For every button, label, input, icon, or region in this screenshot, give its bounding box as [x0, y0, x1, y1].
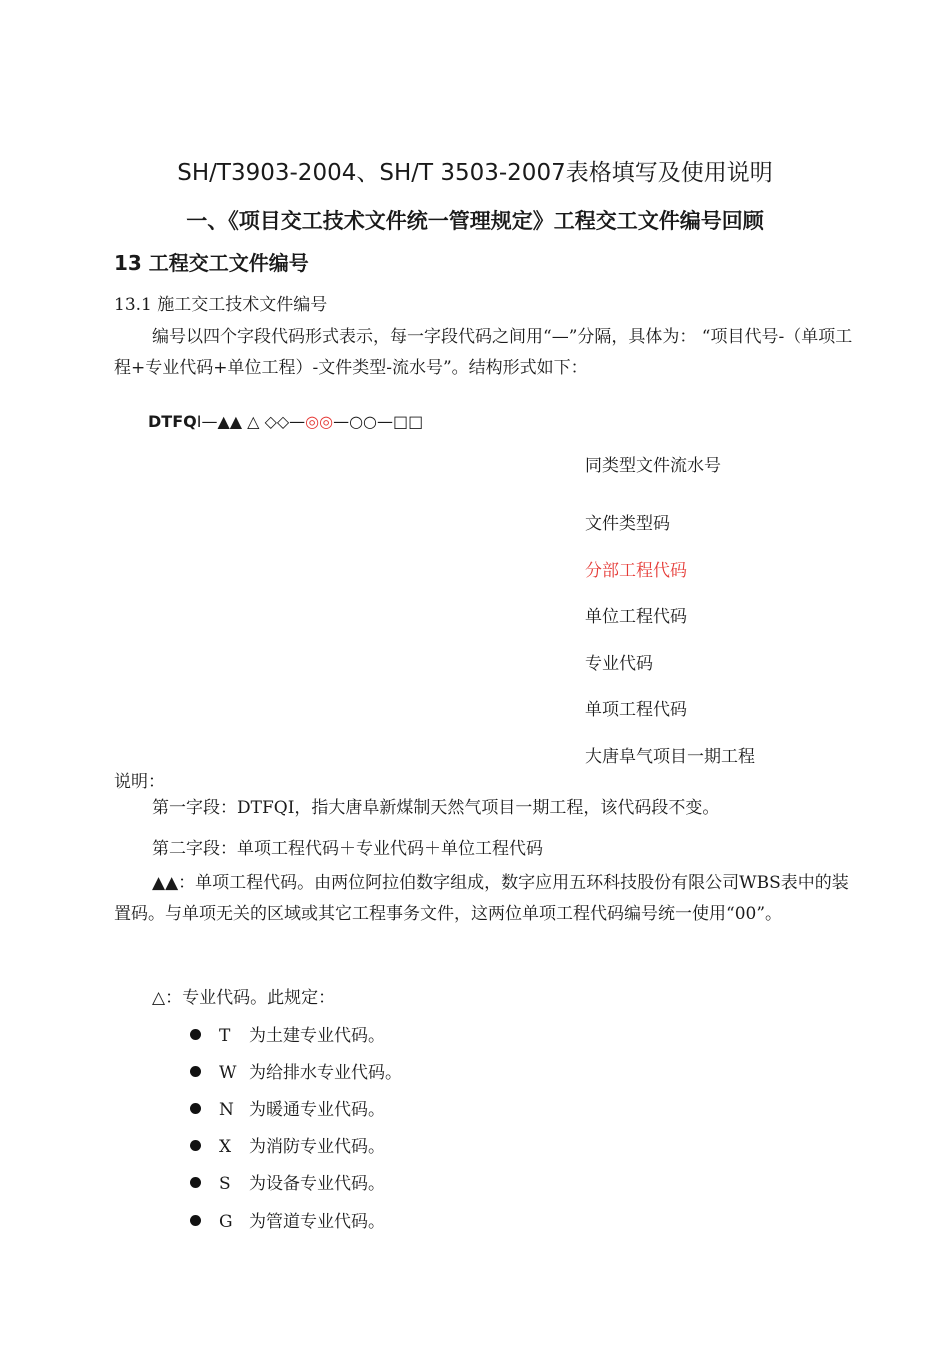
label-discipline: 专业代码: [585, 654, 653, 674]
label-single-item: 单项工程代码: [585, 700, 687, 720]
bullet-icon: [190, 1215, 201, 1226]
intro-paragraph: 编号以四个字段代码形式表示，每一字段代码之间用“—”分隔，具体为： “项目代号-（单项工程+专业代码+单位工程）-文件类型-流水号”。结构形式如下：: [114, 327, 853, 378]
clause-heading: 13.1 施工交工技术文件编号: [114, 295, 328, 315]
label-subdivision: 分部工程代码: [585, 561, 687, 581]
bullet-icon: [190, 1177, 201, 1188]
explain-label: 说明：: [114, 772, 165, 792]
bullet-icon: [190, 1140, 201, 1151]
field1-text: 第一字段：DTFQⅠ，指大唐阜新煤制天然气项目一期工程，该代码段不变。: [152, 798, 720, 818]
label-file-type: 文件类型码: [585, 514, 670, 534]
list-item: N 为暖通专业代码。: [190, 1095, 385, 1120]
bullet-icon: [190, 1066, 201, 1077]
section-heading: 一、《项目交工技术文件统一管理规定》工程交工文件编号回顾: [186, 209, 764, 233]
code-dash: —: [377, 412, 394, 431]
label-project: 大唐阜气项目一期工程: [585, 747, 755, 767]
list-item: G 为管道专业代码。: [190, 1207, 385, 1232]
single-item-description: ▲▲：单项工程代码。由两位阿拉伯数字组成，数字应用五环科技股份有限公司WBS表中的装置码。与单项无关的区域或其它工程事务文件，这两位单项工程代码编号统一使用“00”。: [114, 873, 849, 924]
code-dash: —: [333, 412, 350, 431]
subsection-heading: 13 工程交工文件编号: [114, 251, 309, 275]
field2-text: 第二字段：单项工程代码＋专业代码＋单位工程代码: [152, 839, 543, 859]
bullet-icon: [190, 1103, 201, 1114]
connector-diagram: [0, 0, 950, 360]
code-dash: —: [201, 412, 218, 431]
list-item: T 为土建专业代码。: [190, 1021, 385, 1046]
code-circles: ○○: [349, 412, 378, 431]
code-diamonds: ◇◇: [264, 412, 290, 431]
code-bullseyes: ◎◎: [305, 412, 334, 431]
code-structure: [148, 412, 423, 431]
code-filled-triangles: ▲▲: [217, 412, 243, 431]
discipline-intro: △：专业代码。此规定：: [152, 988, 336, 1008]
label-unit: 单位工程代码: [585, 607, 687, 627]
list-item: S 为设备专业代码。: [190, 1169, 385, 1194]
bullet-icon: [190, 1029, 201, 1040]
code-dash: —: [289, 412, 306, 431]
document-title: SH/T3903-2004、SH/T 3503-2007表格填写及使用说明: [177, 160, 773, 186]
list-item: W 为给排水专业代码。: [190, 1058, 402, 1083]
code-prefix: DTFQ: [148, 412, 197, 431]
label-serial: 同类型文件流水号: [585, 456, 721, 476]
code-squares: □□: [393, 412, 424, 431]
code-open-triangle: △: [247, 412, 260, 431]
code-roman: Ⅰ: [196, 412, 202, 431]
list-item: X 为消防专业代码。: [190, 1132, 385, 1157]
